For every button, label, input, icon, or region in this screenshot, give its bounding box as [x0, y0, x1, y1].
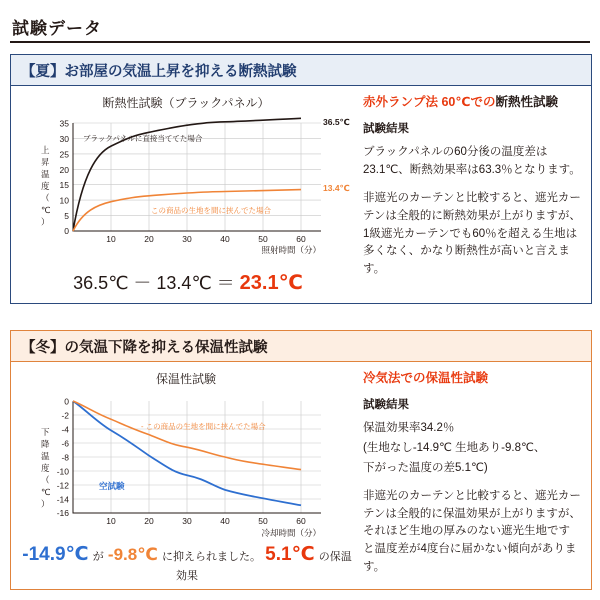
svg-text:0: 0 [64, 226, 69, 236]
svg-text:度: 度 [41, 463, 50, 473]
svg-text:-4: -4 [61, 424, 69, 435]
winter-right-column [363, 370, 581, 587]
winter-result-label: 試験結果 [363, 399, 409, 412]
winter-formula-mid2: に抑えられました。 [161, 551, 261, 563]
svg-text:-12: -12 [56, 480, 69, 491]
svg-text:-14: -14 [56, 494, 69, 505]
svg-text:-16: -16 [56, 508, 69, 518]
svg-text:30: 30 [59, 133, 69, 144]
title-divider [10, 41, 590, 43]
summer-right-title [363, 94, 581, 110]
svg-text:下: 下 [41, 427, 50, 437]
winter-panel-heading: 【冬】の気温下降を抑える保温性試験 [11, 331, 591, 362]
page-title: 試験データ [12, 19, 102, 38]
svg-text:30: 30 [182, 234, 192, 244]
summer-value-orange: 13.4℃ [323, 183, 350, 193]
svg-text:35: 35 [59, 118, 69, 129]
winter-value-blue: -14.9℃ [22, 544, 89, 565]
summer-chart [21, 94, 351, 263]
winter-chart-svg [21, 389, 351, 544]
svg-text:50: 50 [258, 234, 268, 244]
summer-result-label: 試験結果 [363, 123, 409, 136]
summer-right-column [363, 94, 581, 289]
summer-formula-result: 23.1℃ [239, 272, 303, 294]
svg-text:50: 50 [258, 516, 268, 526]
winter-chart [21, 370, 351, 539]
svg-text:25: 25 [59, 149, 69, 160]
svg-text:10: 10 [106, 516, 116, 526]
summer-note-orange: この商品の生地を間に挟んでた場合 [151, 206, 271, 215]
summer-formula-text: 36.5℃ － 13.4℃ ＝ [73, 273, 235, 293]
winter-right-title: 冷気法での保温性試験 [363, 371, 489, 385]
winter-formula [19, 543, 355, 583]
svg-text:）: ） [41, 217, 50, 227]
summer-chart-title: 断熱性試験（ブラックパネル） [102, 96, 270, 110]
svg-text:10: 10 [59, 195, 69, 206]
svg-text:40: 40 [220, 516, 230, 526]
summer-paragraph-2: 非遮光のカーテンと比較すると、遮光カーテンは全般的に断熱効果が上がりますが、1級遮光カーテンでも60％を超える生地は多くなく、かなり断熱性が高いと言えます。 [363, 191, 581, 276]
svg-text:-6: -6 [61, 438, 69, 449]
winter-paragraph-4: 非遮光のカーテンと比較すると、遮光カーテンは全般的に保温効果が上がりますが、それほど生地の厚みのない遮光生地ですと温度差が4度台に届かない傾向があります。 [363, 489, 581, 573]
summer-panel-body [11, 86, 591, 303]
svg-text:℃: ℃ [41, 205, 51, 215]
svg-text:降: 降 [41, 439, 50, 449]
svg-text:30: 30 [182, 516, 192, 526]
winter-paragraph-1: 保温効果率34.2％ [363, 422, 455, 435]
winter-gridlines [73, 401, 321, 513]
svg-text:5: 5 [64, 211, 69, 222]
svg-text:-2: -2 [61, 410, 69, 421]
winter-paragraph-3: 下がった温度の差5.1℃) [363, 461, 488, 474]
svg-text:60: 60 [296, 516, 306, 526]
svg-text:-10: -10 [56, 466, 69, 477]
svg-text:度: 度 [41, 181, 50, 191]
winter-value-orange: -9.8℃ [107, 545, 158, 564]
summer-panel [10, 54, 592, 304]
svg-text:照射時間（分）: 照射時間（分） [261, 245, 321, 255]
svg-text:冷却時間（分）: 冷却時間（分） [261, 528, 321, 538]
winter-formula-mid1: が [92, 551, 104, 563]
summer-formula [23, 269, 353, 295]
winter-note-orange: - この商品の生地を間に挟んでた場合 [141, 422, 266, 431]
summer-paragraph-1: ブラックパネルの60分後の温度差は23.1℃、断熱効果率は63.3％となります。 [363, 146, 581, 177]
svg-text:0: 0 [64, 396, 69, 407]
summer-panel-heading: 【夏】お部屋の気温上昇を抑える断熱試験 [11, 55, 591, 86]
svg-text:20: 20 [144, 234, 154, 244]
winter-paragraph-2: (生地なし-14.9℃ 生地あり-9.8℃、 [363, 442, 546, 455]
svg-text:（: （ [41, 475, 50, 485]
winter-value-red: 5.1℃ [265, 544, 315, 565]
svg-text:温: 温 [41, 169, 50, 179]
summer-right-title-black: 断熱性試験 [495, 95, 559, 109]
winter-panel-body [11, 362, 591, 589]
summer-value-black: 36.5℃ [323, 117, 350, 127]
svg-text:（: （ [41, 193, 50, 203]
svg-text:20: 20 [59, 164, 69, 175]
svg-text:）: ） [41, 499, 50, 509]
svg-text:℃: ℃ [41, 487, 51, 497]
summer-chart-svg [21, 113, 351, 263]
summer-note-black: ブラックパネルに直接当ててた場合 [83, 134, 203, 143]
svg-text:上: 上 [41, 145, 50, 155]
winter-panel [10, 330, 592, 590]
winter-chart-title: 保温性試験 [155, 372, 216, 386]
svg-text:10: 10 [106, 234, 116, 244]
winter-formula-tail: の保温効果 [176, 551, 352, 582]
summer-chart-area [21, 113, 351, 263]
svg-text:温: 温 [41, 451, 50, 461]
svg-text:60: 60 [296, 234, 306, 244]
svg-text:40: 40 [220, 234, 230, 244]
svg-text:15: 15 [59, 180, 69, 191]
svg-text:-8: -8 [61, 452, 69, 463]
winter-chart-area [21, 389, 351, 539]
winter-label-blue: 空試験 [99, 481, 125, 491]
svg-text:昇: 昇 [41, 157, 50, 167]
summer-right-title-red: 赤外ランプ法 60℃での [363, 95, 496, 109]
svg-text:20: 20 [144, 516, 154, 526]
